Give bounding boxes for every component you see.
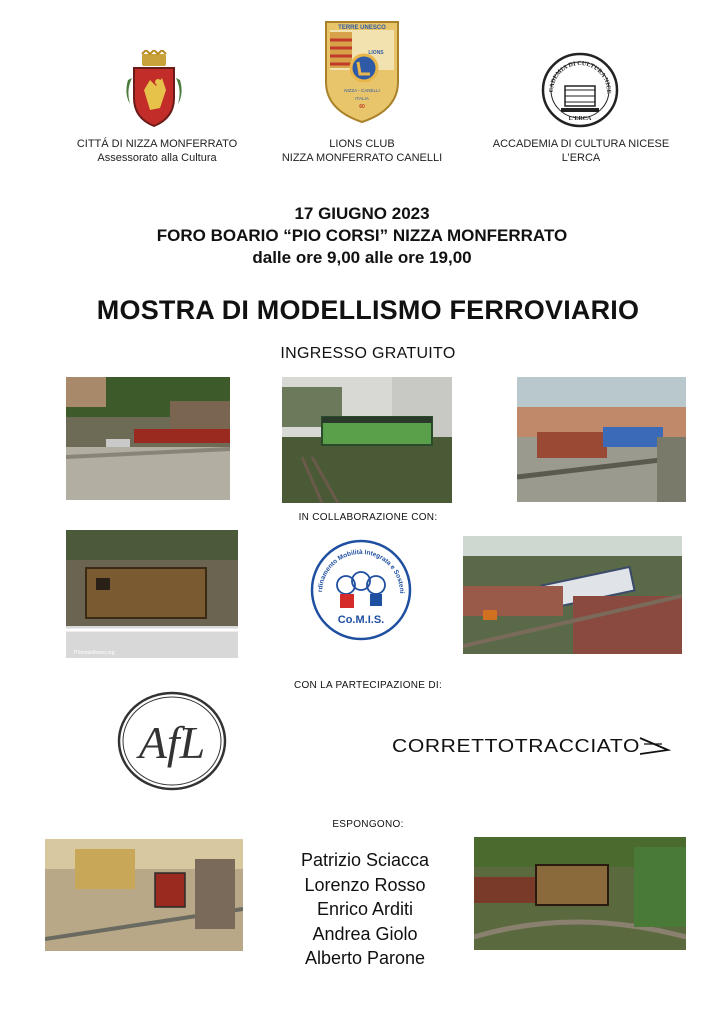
- train-nose-icon: [640, 738, 668, 754]
- organizer-lions: [252, 137, 472, 165]
- event-title: MOSTRA DI MODELLISMO FERROVIARIO: [96, 295, 640, 325]
- organizer-nizza-line2: Assessorato alla Cultura: [97, 152, 217, 164]
- lions-badge-name: LIONS: [368, 50, 384, 56]
- lions-badge-bottom1: NIZZA - CANELLI: [344, 88, 380, 93]
- organizer-erca-line2: L’ERCA: [561, 152, 601, 164]
- photo-freight-cars: [66, 377, 230, 500]
- lions-badge-top: TERRE UNESCO: [338, 25, 386, 31]
- exhibitor-4: Andrea Giolo: [312, 923, 418, 944]
- participation-label: CON LA PARTECIPAZIONE DI:: [293, 680, 443, 691]
- photo-station-locomotive: [517, 377, 686, 502]
- photo-station-platform: [45, 839, 243, 951]
- collaboration-label: IN COLLABORAZIONE CON:: [298, 512, 438, 523]
- comis-logo: [310, 539, 412, 641]
- organizer-erca-line1: ACCADEMIA DI CULTURA NICESE: [492, 138, 670, 150]
- corretto-tracciato-logo: [390, 730, 680, 760]
- lions-badge-bottom2: ITALIA: [355, 96, 369, 101]
- entry-info: INGRESSO GRATUITO: [280, 345, 456, 362]
- organizer-nizza: [47, 137, 267, 165]
- erca-seal: [541, 52, 619, 128]
- exhibitor-3: Enrico Arditi: [316, 899, 414, 919]
- comis-name: Co.M.I.S.: [337, 614, 385, 626]
- nizza-coat-of-arms: [122, 50, 186, 130]
- exhibitors-label: ESPONGONO:: [332, 819, 404, 830]
- comis-ring-text: rdinamento Mobilità Integrata e Sosteni: [316, 548, 406, 594]
- event-hours: dalle ore 9,00 alle ore 19,00: [252, 248, 472, 267]
- event-venue: FORO BOARIO “PIO CORSI” NIZZA MONFERRATO: [156, 226, 568, 245]
- event-info: [0, 203, 724, 269]
- organizer-erca: [471, 137, 691, 165]
- photo-credit: PSmodellismo.org: [74, 650, 115, 656]
- organizer-nizza-line1: CITTÁ DI NIZZA MONFERRATO: [76, 138, 238, 150]
- afl-logo: [116, 690, 228, 792]
- photo-brown-locomotive: [66, 530, 238, 658]
- organizer-lions-line1: LIONS CLUB: [329, 138, 395, 150]
- photo-locomotive-curve: [474, 837, 686, 950]
- exhibitor-5: Alberto Parone: [304, 948, 426, 968]
- lions-badge-number: 60: [359, 104, 365, 110]
- photo-regional-train: [463, 536, 682, 654]
- organizer-lions-line2: NIZZA MONFERRATO CANELLI: [281, 152, 443, 164]
- exhibitor-2: Lorenzo Rosso: [304, 874, 426, 895]
- erca-seal-ring-text: CADEMIA DI CULTURA NICE: [547, 59, 613, 94]
- event-date: 17 GIUGNO 2023: [294, 204, 430, 223]
- exhibitor-list: [271, 848, 459, 971]
- erca-seal-bottom: L'ERCA: [568, 116, 592, 122]
- exhibitor-1: Patrizio Sciacca: [300, 850, 430, 870]
- corretto-tracciato-text: CORRETTOTRACCIATO: [392, 736, 640, 756]
- afl-letters: AfL: [138, 717, 206, 768]
- photo-green-coach: [282, 377, 452, 503]
- lions-club-badge: [324, 20, 400, 124]
